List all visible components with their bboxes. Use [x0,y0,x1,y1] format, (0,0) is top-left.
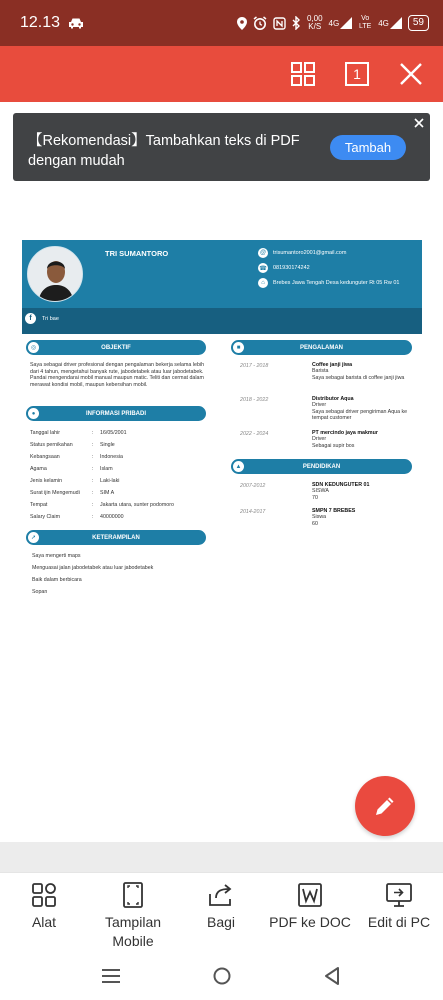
personal-info-row: Status pernikahan : Single [30,442,115,448]
facebook-icon: f [25,313,36,324]
personal-info-row: Salary Claim : 40000000 [30,514,124,520]
network-speed [307,15,323,31]
experience-title: Distributor Aqua [312,396,354,402]
pdf-to-doc-button[interactable] [269,881,351,932]
skill-item: Sopan [32,589,48,595]
edit-on-pc-button[interactable] [364,881,434,932]
experience-date: 2017 - 2018 [240,363,269,369]
edit-on-pc-label: Edit di PC [367,914,431,930]
experience-desc: Saya sebagai driver pengiriman Aqua ke tempat customer [312,408,408,421]
address-text: Brebes Jawa Tengah Desa kedunguter Rt 05 Rw 01 [273,280,400,286]
tambah-button[interactable]: Tambah [330,135,406,160]
education-item [312,508,417,527]
resume-header [22,240,422,308]
education-score: 60 [312,520,318,527]
section-skills [26,530,206,545]
education-title: SMPN 7 BREBES [312,508,356,514]
status-time: 12.13 [20,14,61,31]
pdf-to-doc-icon [296,881,324,909]
section-title: OBJEKTIF [101,344,131,351]
grid-view-icon[interactable] [289,60,317,88]
pi-value: Laki-laki [100,478,120,484]
objective-text: Saya sebagai driver profesional dengan pengalaman bekerja selama lebih dari 4 tahun, mengetahui banyak rute, jabodetabek atau luar jabodetabek. Pandai mengendarai mobil manual maupun matic. Teliti dan cermat dalam merawat kondisi mobil, maupun kebersihan mobil. [30,362,205,388]
personal-info-row: Tanggal lahir : 16/05/2001 [30,430,127,436]
edit-fab-button[interactable] [355,776,415,836]
experience-date: 2018 - 2022 [240,397,269,403]
target-icon: ◎ [28,342,39,353]
graduation-cap-icon: ▲ [233,461,244,472]
briefcase-icon: ■ [233,342,244,353]
page-count: 1 [353,66,361,82]
pdf-to-doc-label: PDF ke DOC [269,914,351,930]
pi-value: 16/05/2001 [100,430,127,436]
facebook-contact [25,313,59,324]
share-icon [207,881,235,909]
experience-role: Driver [312,436,327,443]
banner-close-icon[interactable] [408,113,430,133]
personal-info-row: Kebangsaan : Indonesia [30,454,123,460]
status-bar [0,0,443,46]
experience-date: 2022 - 2024 [240,431,269,437]
phone-text: 081930174242 [273,265,310,271]
experience-desc: Sebagai supir bos [312,442,355,449]
car-icon [68,17,84,29]
pi-label: Surat ijin Mengemudi [30,490,80,496]
section-objective [26,340,206,355]
user-icon: ● [28,408,39,419]
phone-icon: ☎ [258,263,268,273]
speed-unit: K/S [308,22,322,31]
education-item [312,482,417,501]
location-icon [237,17,247,30]
education-score: 70 [312,494,318,501]
network-type-2: 4G [378,18,389,28]
education-role: Siswa [312,514,327,521]
section-personal-info [26,406,206,421]
signal-icon [329,17,353,29]
social-bar [22,308,422,334]
contact-phone [258,263,310,273]
section-education [231,459,412,474]
app-toolbar [0,46,443,102]
section-title: INFORMASI PRIBADI [86,410,146,417]
experience-item [312,362,417,381]
tools-icon [30,881,58,909]
experience-title: PT mercindo jaya makmur [312,430,378,436]
mobile-view-icon [119,881,147,909]
education-title: SDN KEDUNGUTER 01 [312,482,370,488]
pencil-icon [372,793,398,819]
location-pin-icon: ⌂ [258,278,268,288]
tools-button[interactable] [20,881,68,932]
education-date: 2014-2017 [240,509,266,515]
bluetooth-icon [292,16,301,30]
experience-item [312,396,417,421]
pi-label: Tanggal lahir [30,430,61,436]
mobile-view-button[interactable] [93,881,173,951]
back-icon[interactable] [320,964,344,988]
system-nav-bar [0,952,443,1000]
bottom-toolbar [0,872,443,952]
personal-info-row: Jenis kelamin : Laki-laki [30,478,120,484]
email-text: trisumantoro2001@gmail.com [273,250,347,256]
education-role: SISWA [312,488,329,495]
pi-value: Jakarta utara, sunter podomoro [100,502,174,508]
facebook-text: Tri bae [42,315,59,322]
personal-info-row: Agama : Islam [30,466,113,472]
speed-value: 0,00 [306,14,323,23]
pi-value: Islam [100,466,113,472]
share-label: Bagi [206,914,236,930]
experience-desc: Saya sebagai barista di coffee janji jiwa [312,374,405,381]
mobile-view-label: Tampilan Mobile [104,914,162,949]
nfc-icon [273,17,286,30]
section-title: PENDIDIKAN [302,463,341,470]
pi-label: Status pernikahan [30,442,73,448]
contact-address [258,278,399,288]
battery-level: 59 [412,17,424,28]
pi-label: Kebangsaan [30,454,60,460]
share-button[interactable] [196,881,246,932]
skill-item: Baik dalam berbicara [32,577,82,583]
home-icon[interactable] [210,964,234,988]
volte-label: Vo LTE [359,15,372,30]
signal-icon-2 [378,17,402,29]
contact-email [258,248,346,258]
experience-role: Driver [312,402,327,409]
experience-role: Barista [312,368,329,375]
email-icon: @ [259,250,267,256]
rocket-icon: ➚ [28,532,39,543]
close-icon[interactable] [397,60,425,88]
recommendation-banner [13,113,430,181]
resume-page [22,240,422,600]
profile-photo [27,246,83,302]
personal-info-row: Tempat : Jakarta utara, sunter podomoro [30,502,174,508]
resume-name: TRI SUMANTORO [105,249,169,258]
battery-icon [408,15,429,31]
tools-label: Alat [31,914,57,930]
section-title: KETERAMPILAN [92,534,140,541]
pi-label: Salary Claim [30,514,61,520]
pi-label: Tempat [30,502,48,508]
personal-info-row: Surat ijin Mengemudi : SIM A [30,490,115,496]
experience-item [312,430,417,449]
experience-title: Coffee janji jiwa [312,362,353,368]
education-date: 2007-2012 [240,483,266,489]
skill-item: Saya mengerti maps [32,553,81,559]
network-type-1: 4G [328,18,340,28]
pi-value: 40000000 [100,514,124,520]
skill-item: Menguasai jalan jabodetabek atau luar jabodetabek [32,565,154,571]
pi-value: SIM A [100,490,115,496]
alarm-icon [253,16,267,30]
banner-text: 【Rekomendasi】Tambahkan teks di PDF dengan mudah [28,133,300,169]
menu-icon[interactable] [99,964,123,988]
edit-on-pc-icon [385,881,413,909]
pi-label: Jenis kelamin [30,478,63,484]
pi-value: Single [100,442,115,448]
pi-value: Indonesia [100,454,123,460]
page-count-button[interactable] [343,60,371,88]
section-title: PENGALAMAN [300,344,343,351]
section-experience [231,340,412,355]
pi-label: Agama [30,466,47,472]
